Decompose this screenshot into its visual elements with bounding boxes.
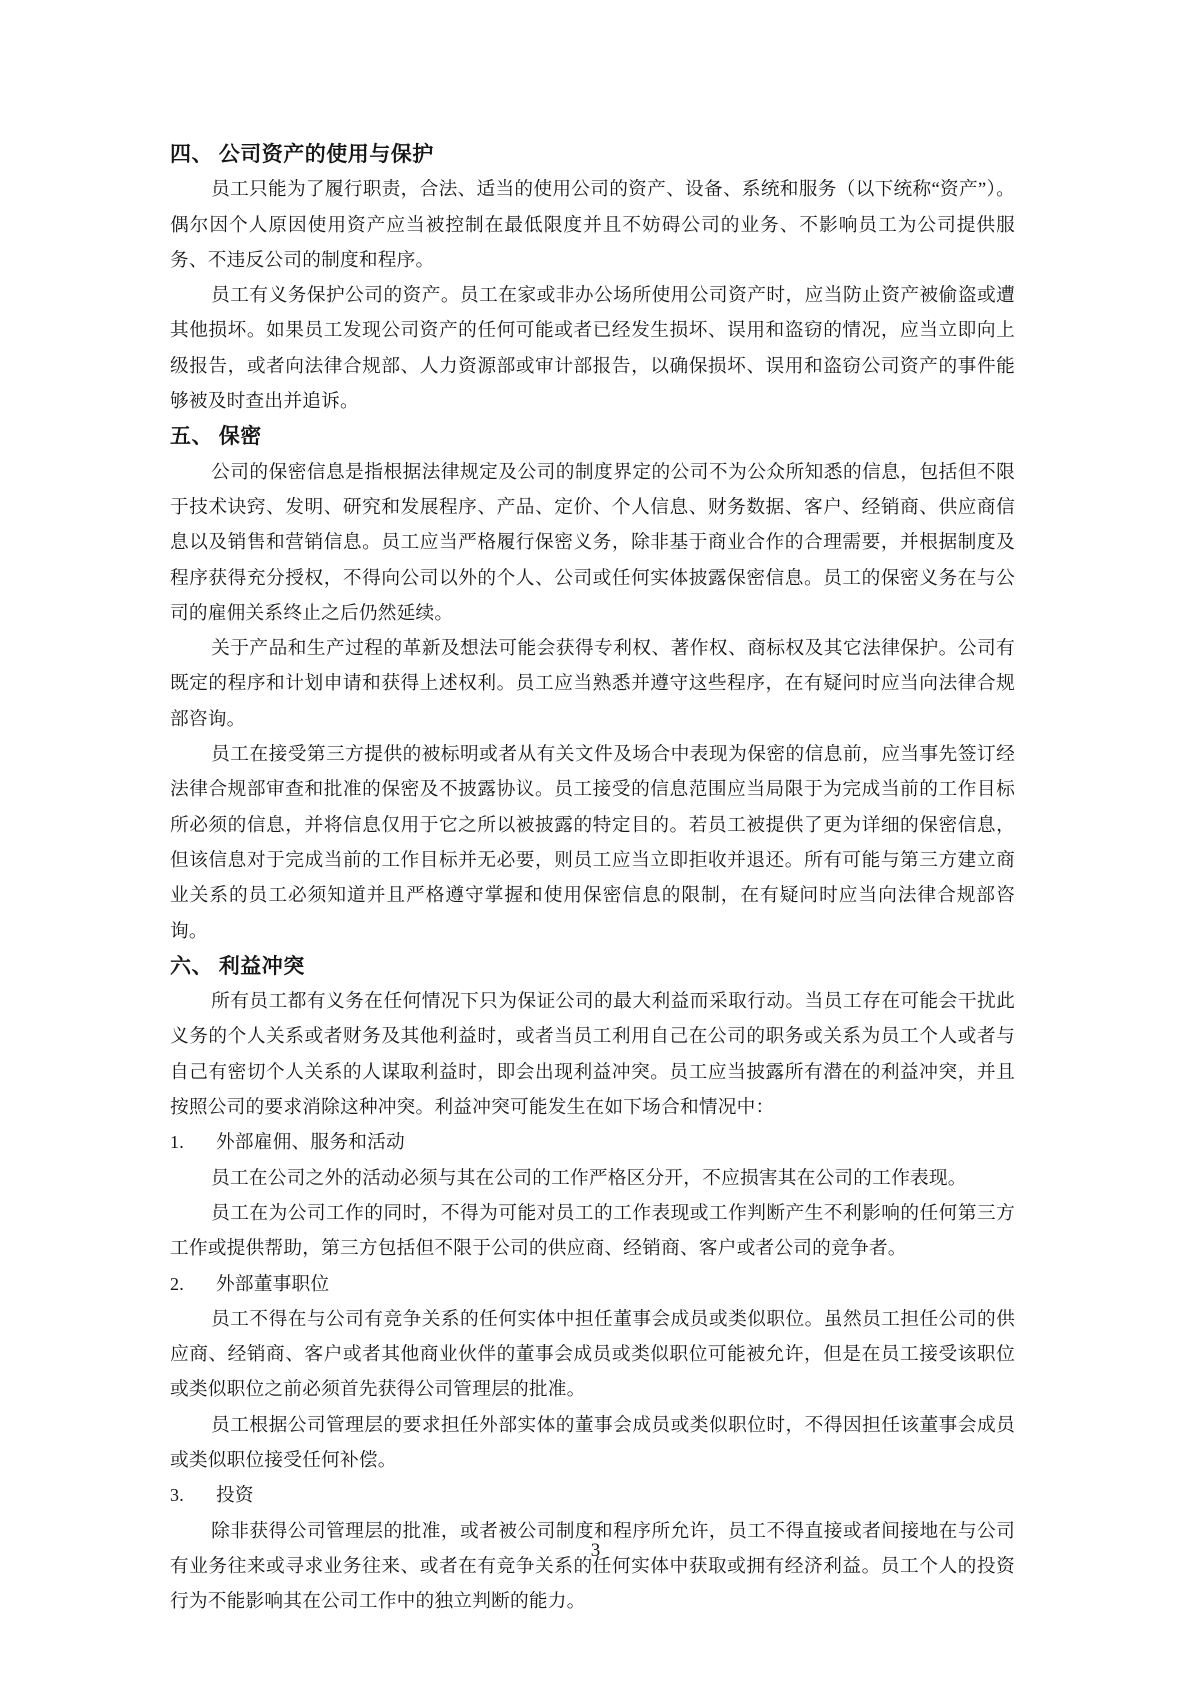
section-heading: 四、 公司资产的使用与保护	[170, 142, 434, 166]
paragraph: 关于产品和生产过程的革新及想法可能会获得专利权、著作权、商标权及其它法律保护。公司有既定的程序和计划申请和获得上述权利。员工应当熟悉并遵守这些程序，在有疑问时应当向法律合规部咨询。	[170, 638, 1015, 730]
list-item-number: 1.	[170, 1132, 184, 1153]
paragraph: 员工在为公司工作的同时，不得为可能对员工的工作表现或工作判断产生不利影响的任何第三方工作或提供帮助，第三方包括但不限于公司的供应商、经销商、客户或者公司的竞争者。	[170, 1202, 1015, 1260]
paragraph: 员工在公司之外的活动必须与其在公司的工作严格区分开，不应损害其在公司的工作表现。	[211, 1167, 967, 1189]
paragraph: 员工只能为了履行职责，合法、适当的使用公司的资产、设备、系统和服务（以下统称“资产”）。偶尔因个人原因使用资产应当被控制在最低限度并且不妨碍公司的业务、不影响员工为公司提供服务、不违反公司的制度和程序。	[170, 179, 1015, 271]
list-item-label: 外部雇佣、服务和活动	[216, 1132, 405, 1154]
list-item	[170, 1478, 1015, 1513]
paragraph: 员工根据公司管理层的要求担任外部实体的董事会成员或类似职位时，不得因担任该董事会成员或类似职位接受任何补偿。	[170, 1414, 1015, 1471]
list-item	[170, 1125, 1015, 1160]
list-item	[170, 1267, 1015, 1302]
section-heading: 五、 保密	[170, 424, 262, 449]
page-number: 3	[590, 1540, 601, 1561]
list-item-number: 2.	[170, 1273, 184, 1294]
paragraph: 除非获得公司管理层的批准，或者被公司制度和程序所允许，员工不得直接或者间接地在与公司有业务往来或寻求业务往来、或者在有竞争关系的任何实体中获取或拥有经济利益。员工个人的投资行为不能影响其在公司工作中的独立判断的能力。	[170, 1520, 1015, 1613]
list-item-number: 3.	[170, 1485, 184, 1506]
section-heading: 六、 利益冲突	[170, 953, 305, 978]
paragraph: 员工在接受第三方提供的被标明或者从有关文件及场合中表现为保密的信息前，应当事先签订经法律合规部审查和批准的保密及不披露协议。员工接受的信息范围应当局限于为完成当前的工作目标所必须的信息，并将信息仅用于它之所以被披露的特定目的。若员工被提供了更为详细的保密信息，但该信息对于完成当前的工作目标并无必要，则员工应当立即拒收并退还。所有可能与第三方建立商业关系的员工必须知道并且严格遵守掌握和使用保密信息的限制，在有疑问时应当向法律合规部咨询。	[170, 744, 1015, 942]
list-item-label: 外部董事职位	[216, 1273, 330, 1295]
document-body	[170, 137, 1015, 1619]
paragraph: 所有员工都有义务在任何情况下只为保证公司的最大利益而采取行动。当员工存在可能会干扰此义务的个人关系或者财务及其他利益时，或者当员工利用自己在公司的职务或关系为员工个人或者与自己有密切个人关系的人谋取利益时，即会出现利益冲突。员工应当披露所有潜在的利益冲突，并且按照公司的要求消除这种冲突。利益冲突可能发生在如下场合和情况中：	[170, 991, 1015, 1119]
list-item-label: 投资	[216, 1485, 254, 1507]
paragraph: 公司的保密信息是指根据法律规定及公司的制度界定的公司不为公众所知悉的信息，包括但不限于技术诀窍、发明、研究和发展程序、产品、定价、个人信息、财务数据、客户、经销商、供应商信息以及销售和营销信息。员工应当严格履行保密义务，除非基于商业合作的合理需要，并根据制度及程序获得充分授权，不得向公司以外的个人、公司或任何实体披露保密信息。员工的保密义务在与公司的雇佣关系终止之后仍然延续。	[170, 461, 1015, 624]
paragraph: 员工不得在与公司有竞争关系的任何实体中担任董事会成员或类似职位。虽然员工担任公司的供应商、经销商、客户或者其他商业伙伴的董事会成员或类似职位可能被允许，但是在员工接受该职位或类似职位之前必须首先获得公司管理层的批准。	[170, 1308, 1015, 1401]
paragraph: 员工有义务保护公司的资产。员工在家或非办公场所使用公司资产时，应当防止资产被偷盗或遭其他损坏。如果员工发现公司资产的任何可能或者已经发生损坏、误用和盗窃的情况，应当立即向上级报告，或者向法律合规部、人力资源部或审计部报告，以确保损坏、误用和盗窃公司资产的事件能够被及时查出并追诉。	[170, 285, 1015, 413]
